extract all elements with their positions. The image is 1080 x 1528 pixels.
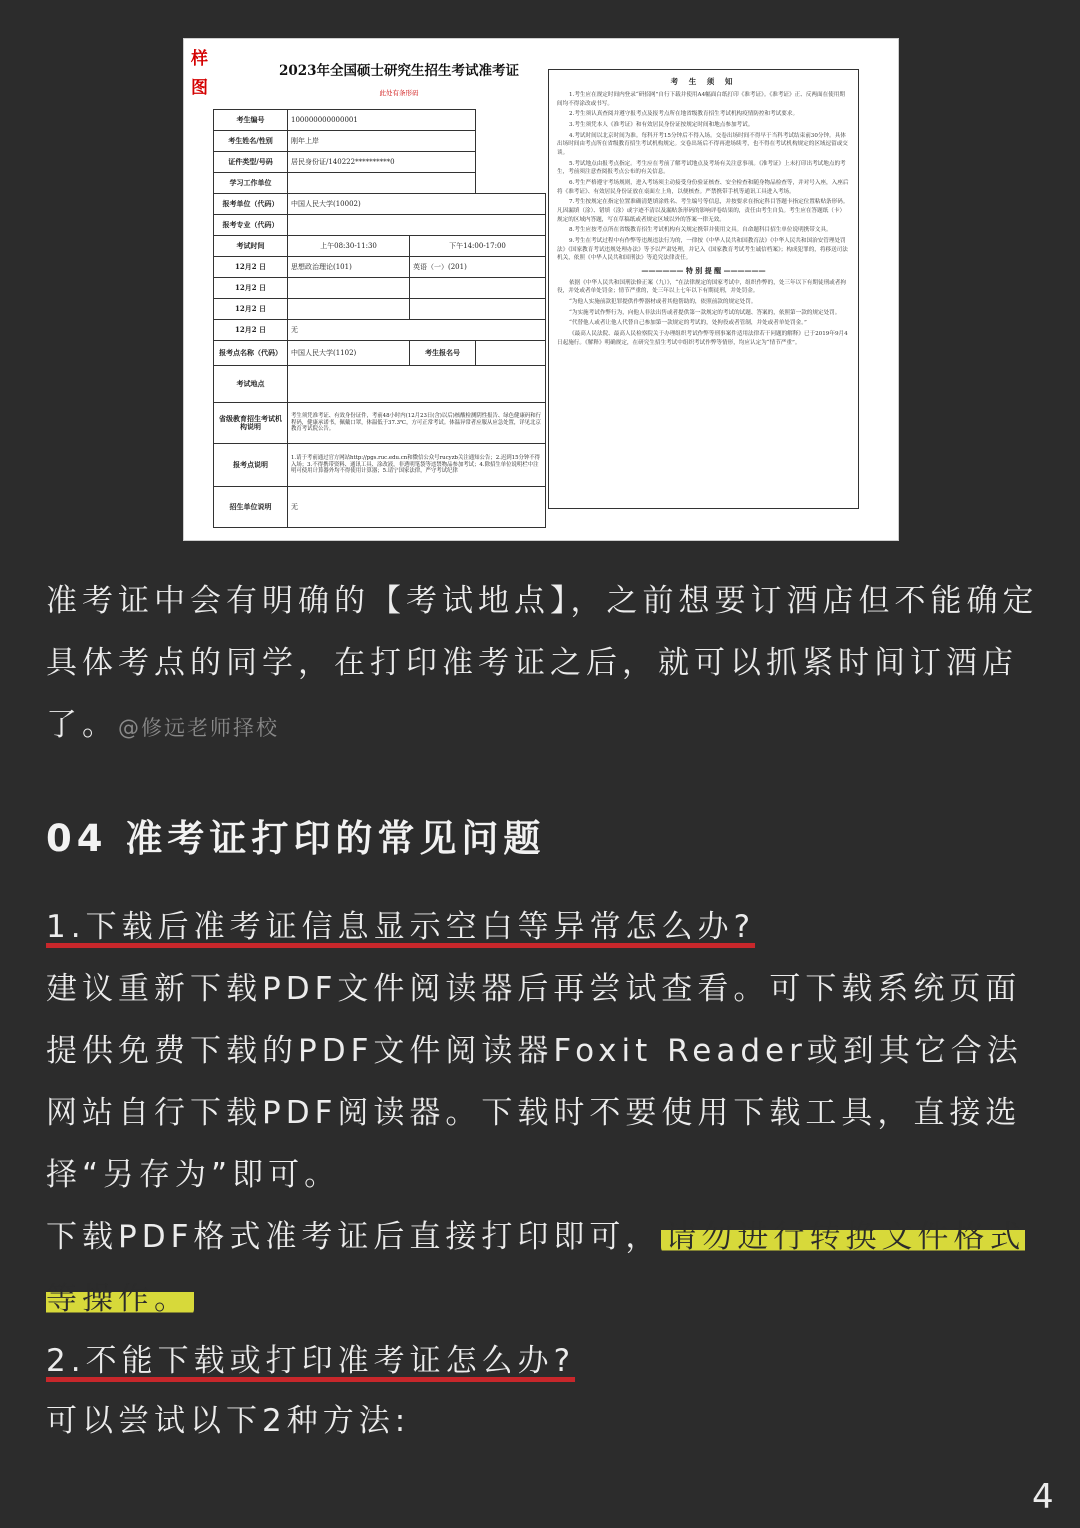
afternoon-header: 下午14:00-17:00 [410,236,546,257]
morning-exam: 无 [288,320,546,341]
notice-item: 9.考生在考试过程中有作弊等违规违法行为的，一律按《中华人民共和国教育法》《中华人民共和国治安管理处罚法》《国家教育考试违规处理办法》等予以严肃处理，并记入《国家教育考试考生诚信档案》；构成犯罪的，将移送司法机关，依照《中华人民共和国刑法》等追究法律责任。 [557,237,848,262]
candidate-seq-value [476,341,546,366]
answer-2-paragraph [46,1206,1046,1330]
notice-title: 考 生 须 知 [670,77,737,86]
notice-item: 7.考生按规定在指定位置准确清楚填涂姓名、考生编号等信息，并按要求在指定科目答题卡指定位置粘贴条形码。凡因漏填（涂）、错填（涂）或字迹不清以及漏贴条形码的影响评卷结果的，责任由考生自负。考生应在答题纸（卡）规定的区域内答题，写在草稿纸或者规定区域以外的答案一律无效。 [557,199,849,223]
site-note-label: 报考点说明 [214,444,288,487]
question-2-text: 2.不能下载或打印准考证怎么办? [46,1343,576,1379]
exam-point-value: 中国人民大学(1102) [288,341,410,366]
row-value: 居民身份证/140222**********0 [288,152,476,173]
row-label: 报考单位（代码） [214,194,288,215]
row-label: 学习工作单位 [214,173,288,194]
admission-ticket-sample-image [183,38,899,541]
table-row [214,403,546,444]
notice-item: 6.考生严格遵守考场规则，进入考场须主动接受身份验证核查、安全检查和随身物品检查等，并对号入座，入座后将《准考证》、有效居民身份证放在桌面左上角，以便核查。严禁携带手机等通讯工具进入考场。 [557,179,849,195]
page-number: 4 [1032,1477,1054,1517]
photo-area [476,110,546,194]
highlighted-warning: 请勿进行转换文件格式等操作。 [46,1219,1026,1317]
table-row [214,299,546,320]
row-value [288,173,476,194]
table-row [214,341,546,366]
notice-item: 4.考试时间以北京时间为准。每科开考15分钟后不得入场。交卷出场时间不得早于当科考试结束前30分钟。具体出场时间由考点所在省级教育招生考试机构规定。交卷出场后不得再进场续考，也不得在考试机构规定的区域逗留或交谈。 [557,132,848,156]
answer-2-text: 下载PDF格式准考证后直接打印即可， [46,1219,662,1255]
exam-point-label: 报考点名称（代码） [214,341,288,366]
question-2 [46,1330,1046,1392]
special-reminder-title: —————— 特 别 提 醒 —————— [641,265,766,275]
morning-exam: 思想政治理论(101) [288,257,410,278]
exam-site-value [288,366,546,403]
question-1-text: 1.下载后准考证信息显示空白等异常怎么办? [46,909,756,945]
notice-item: 3.考生须凭本人《准考证》和有效居民身份证按规定时间和地点参加考试。 [569,121,754,128]
question-1 [46,896,1046,958]
section-heading: 04 准考证打印的常见问题 [46,817,546,860]
schedule-header-row [214,236,546,257]
special-item: “代替他人或者让他人代替自己参加第一款规定的考试的，处拘役或者管制，并处或者单处罚金。” [569,320,807,327]
special-item: “为实施考试作弊行为，向他人非法出售或者提供第一款规定的考试的试题、答案的，依照第一款的规定处罚。 [569,309,841,316]
ticket-info-table [213,109,546,528]
unit-note-label: 招生单位说明 [214,487,288,528]
schedule-date: 12月2 日 [214,320,288,341]
afternoon-exam [410,278,546,299]
intro-text: 准考证中会有明确的【考试地点】，之前想要订酒店但不能确定具体考点的同学，在打印准考证之后，就可以抓紧时间订酒店了。 [46,583,1039,743]
answer-1-paragraph: 建议重新下载PDF文件阅读器后再尝试查看。可下载系统页面提供免费下载的PDF文件阅读器Foxit Reader或到其它合法网站自行下载PDF阅读器。下载时不要使用下载工具，直接选择“另存为”即可。 [46,971,1023,1193]
unit-note-value: 无 [288,487,546,528]
candidate-seq-label: 考生报名号 [410,341,476,366]
morning-header: 上午08:30-11:30 [288,236,410,257]
notice-item: 2.考生须认真查阅并遵守报考点及报考点所在地省级教育招生考试机构疫情防控和考试要求。 [569,111,799,118]
special-item: “为他人实施前款犯罪提供作弊器材或者其他帮助的，依照前款的规定处罚。 [569,299,757,306]
morning-exam [288,278,410,299]
intro-paragraph [46,570,1046,759]
schedule-date: 12月2 日 [214,257,288,278]
row-value: 中国人民大学(10002) [288,194,546,215]
site-note-text: 1.请于考前通过官方网站http://pgs.ruc.edu.cn和微信公众号rucyzb关注通知公告；2.迟到15分钟不得入场；3.不得携带资料、通讯工具、涂改液，非透明笔袋等违禁物品参加考试；4.除招生单位说明栏中注明可使用计算器外均不得使用计算器；5.请宁国家法律，严守考试纪律 [288,444,546,487]
candidate-notice-box [548,69,859,509]
row-value: 100000000000001 [288,110,476,131]
author-watermark: @修远老师择校 [118,716,279,740]
schedule-date: 12月2 日 [214,278,288,299]
table-row [214,320,546,341]
provincial-label: 省级教育招生考试机构说明 [214,403,288,444]
barcode-placeholder: 此处有条形码 [379,89,419,97]
table-row [214,110,546,131]
table-row [214,194,546,215]
row-value: 刚年上岸 [288,131,476,152]
special-item: 依据《中华人民共和国刑法修正案（九）》，“在法律规定的国家考试中，组织作弊的，处三年以下有期徒刑或者拘役，并处或者单处罚金；情节严重的，处三年以上七年以下有期徒刑，并处罚金。 [557,279,846,295]
row-label: 考生编号 [214,110,288,131]
morning-exam [288,299,410,320]
notice-item: 5.考试地点由报考点指定。考生应在考前了解考试地点及考场有关注意事项。《准考证》上未打印出考试地点的考生，考前须注意查阅报考点公布的有关信息。 [557,160,846,176]
answer-3-paragraph: 可以尝试以下2种方法: [46,1403,411,1439]
table-row [214,444,546,487]
row-value [288,215,546,236]
schedule-date: 12月2 日 [214,299,288,320]
provincial-text: 考生须凭准考证、有效身份证件，考前48小时内(12月23日(含)以后)核酸检测阴性报告、绿色健康码和行程码，健康承诺书，佩戴口罩，体温低于37.3℃，方可正常考试。体温异常者应服从应急处置，详见北京教育考试院公告。 [288,403,546,444]
row-label: 证件类型/号码 [214,152,288,173]
sample-watermark: 样图 [191,49,208,98]
row-label: 考生姓名/性别 [214,131,288,152]
notice-item: 1.考生应在规定时间内登录“研招网”自行下载并使用A4幅面白纸打印《准考证》。《准考证》正、反两面在使用期间均不得涂改或书写。 [557,92,845,107]
afternoon-exam [410,299,546,320]
table-row [214,215,546,236]
ticket-title: 2023年全国硕士研究生招生考试准考证 [278,63,520,79]
table-row [214,278,546,299]
row-label: 报考专业（代码） [214,215,288,236]
notice-item: 8.考生应按考点所在省级教育招生考试机构有关规定携带并使用文具。自命题科目招生单位说明携带文具。 [569,227,832,234]
afternoon-exam: 英语（一）(201) [410,257,546,278]
table-row [214,487,546,528]
exam-site-label: 考试地点 [214,366,288,403]
schedule-label: 考试时间 [214,236,288,257]
table-row [214,366,546,403]
special-item: 《最高人民法院、最高人民检察院关于办理组织考试作弊等刑事案件适用法律若干问题的解释》已于2019年9月4日起施行。《解释》明确规定，在研究生招生考试中组织考试作弊等情形，均应认定为“情节严重”。 [557,331,848,346]
table-row [214,257,546,278]
